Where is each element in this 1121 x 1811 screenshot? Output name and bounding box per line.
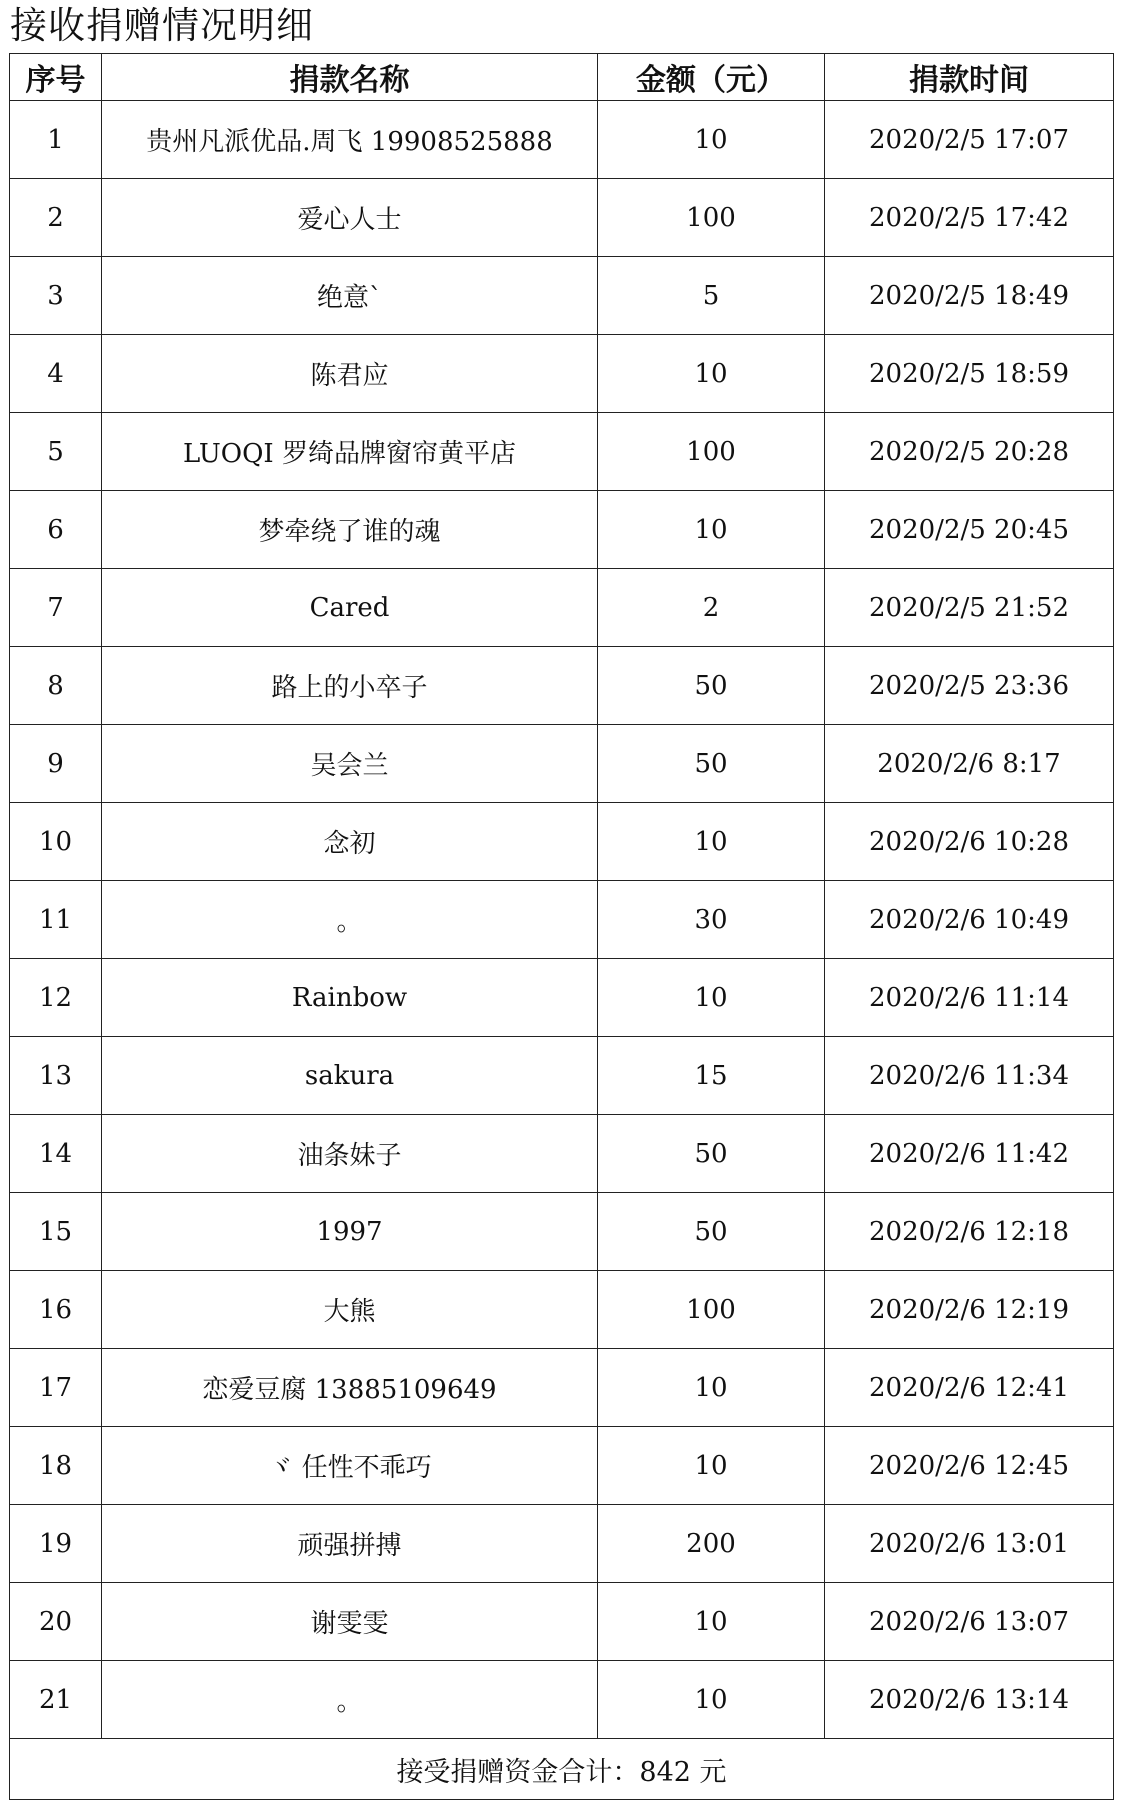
cell-amount: 10 [598,491,825,569]
cell-amount: 15 [598,1037,825,1115]
cell-seq: 19 [10,1505,102,1583]
table-row [10,179,1114,257]
cell-amount: 50 [598,1115,825,1193]
cell-seq: 8 [10,647,102,725]
cell-seq: 11 [10,881,102,959]
cell-seq: 5 [10,413,102,491]
donation-table [9,53,1114,1800]
cell-amount: 100 [598,413,825,491]
table-row [10,1661,1114,1739]
table-row [10,1505,1114,1583]
cell-name: 路上的小卒子 [102,647,598,725]
cell-time: 2020/2/5 23:36 [825,647,1114,725]
total-cell: 接受捐赠资金合计：842 元 [10,1739,1114,1800]
cell-amount: 100 [598,179,825,257]
cell-amount: 200 [598,1505,825,1583]
table-header-row [10,54,1114,101]
cell-time: 2020/2/6 11:34 [825,1037,1114,1115]
table-row [10,803,1114,881]
cell-seq: 16 [10,1271,102,1349]
cell-seq: 4 [10,335,102,413]
table-row [10,569,1114,647]
table-row [10,1115,1114,1193]
header-amount: 金额（元） [598,54,825,101]
cell-name: 大熊 [102,1271,598,1349]
cell-name: 吴会兰 [102,725,598,803]
table-row [10,1427,1114,1505]
cell-time: 2020/2/5 18:59 [825,335,1114,413]
cell-amount: 50 [598,647,825,725]
cell-time: 2020/2/6 12:41 [825,1349,1114,1427]
cell-name: 陈君应 [102,335,598,413]
cell-name: 谢雯雯 [102,1583,598,1661]
table-row [10,725,1114,803]
table-row [10,1037,1114,1115]
cell-amount: 50 [598,1193,825,1271]
table-row [10,413,1114,491]
cell-time: 2020/2/5 21:52 [825,569,1114,647]
cell-amount: 10 [598,959,825,1037]
cell-time: 2020/2/6 11:14 [825,959,1114,1037]
cell-seq: 6 [10,491,102,569]
cell-seq: 1 [10,101,102,179]
header-name: 捐款名称 [102,54,598,101]
cell-name: 。 [102,881,598,959]
table-row [10,959,1114,1037]
cell-seq: 18 [10,1427,102,1505]
header-seq: 序号 [10,54,102,101]
cell-seq: 15 [10,1193,102,1271]
table-row [10,1583,1114,1661]
cell-amount: 10 [598,1583,825,1661]
table-row [10,1193,1114,1271]
cell-amount: 10 [598,1427,825,1505]
cell-name: 。 [102,1661,598,1739]
cell-amount: 10 [598,335,825,413]
cell-seq: 21 [10,1661,102,1739]
cell-time: 2020/2/5 17:42 [825,179,1114,257]
total-row [10,1739,1114,1800]
cell-amount: 100 [598,1271,825,1349]
cell-amount: 10 [598,1661,825,1739]
cell-seq: 20 [10,1583,102,1661]
cell-name: 贵州凡派优品.周飞 19908525888 [102,101,598,179]
cell-time: 2020/2/6 13:01 [825,1505,1114,1583]
table-row [10,257,1114,335]
cell-amount: 10 [598,101,825,179]
table-row [10,101,1114,179]
cell-name: 梦牵绕了谁的魂 [102,491,598,569]
cell-name: 1997 [102,1193,598,1271]
cell-name: Cared [102,569,598,647]
cell-seq: 2 [10,179,102,257]
cell-amount: 10 [598,803,825,881]
table-row [10,1349,1114,1427]
cell-time: 2020/2/6 12:45 [825,1427,1114,1505]
cell-name: 顽强拼搏 [102,1505,598,1583]
cell-time: 2020/2/6 10:49 [825,881,1114,959]
cell-seq: 3 [10,257,102,335]
cell-amount: 2 [598,569,825,647]
cell-amount: 50 [598,725,825,803]
cell-time: 2020/2/5 20:28 [825,413,1114,491]
cell-name: 油条妹子 [102,1115,598,1193]
table-row [10,647,1114,725]
cell-time: 2020/2/6 12:19 [825,1271,1114,1349]
cell-time: 2020/2/6 13:14 [825,1661,1114,1739]
cell-time: 2020/2/6 13:07 [825,1583,1114,1661]
cell-time: 2020/2/5 20:45 [825,491,1114,569]
cell-amount: 5 [598,257,825,335]
table-row [10,881,1114,959]
cell-name: Rainbow [102,959,598,1037]
cell-time: 2020/2/5 17:07 [825,101,1114,179]
cell-seq: 7 [10,569,102,647]
cell-seq: 10 [10,803,102,881]
cell-time: 2020/2/6 12:18 [825,1193,1114,1271]
cell-seq: 13 [10,1037,102,1115]
cell-seq: 14 [10,1115,102,1193]
table-row [10,491,1114,569]
cell-name: 念初 [102,803,598,881]
cell-name: 绝意` [102,257,598,335]
cell-amount: 30 [598,881,825,959]
document-title: 接收捐赠情况明细 [10,4,314,47]
cell-seq: 17 [10,1349,102,1427]
cell-time: 2020/2/6 11:42 [825,1115,1114,1193]
cell-time: 2020/2/6 8:17 [825,725,1114,803]
table-row [10,335,1114,413]
cell-seq: 12 [10,959,102,1037]
table-row [10,1271,1114,1349]
cell-amount: 10 [598,1349,825,1427]
cell-name: 爱心人士 [102,179,598,257]
cell-time: 2020/2/6 10:28 [825,803,1114,881]
cell-name: 恋爱豆腐 13885109649 [102,1349,598,1427]
cell-name: LUOQI 罗绮品牌窗帘黄平店 [102,413,598,491]
cell-name: sakura [102,1037,598,1115]
table-body [10,101,1114,1800]
header-time: 捐款时间 [825,54,1114,101]
cell-time: 2020/2/5 18:49 [825,257,1114,335]
cell-seq: 9 [10,725,102,803]
cell-name: ヾ 任性不乖巧 [102,1427,598,1505]
